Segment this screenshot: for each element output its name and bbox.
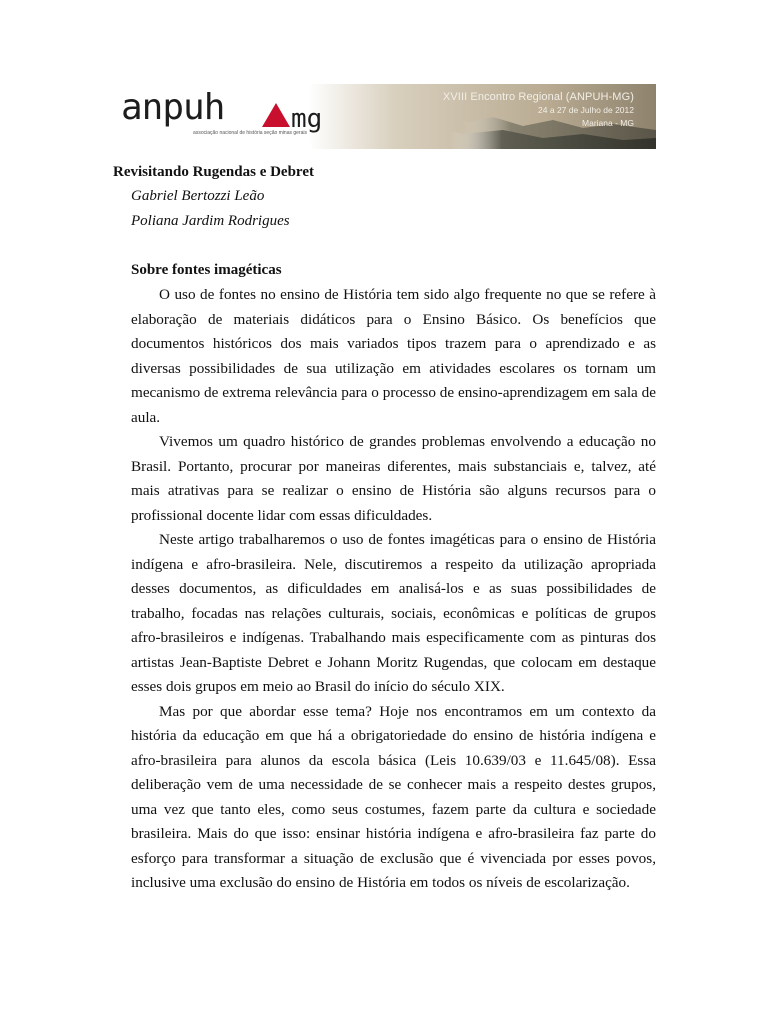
paragraph: Neste artigo trabalharemos o uso de fontes imagéticas para o ensino de História indígena e afro-brasileira. Nele, discutiremos a respeito da utilização apropriada desses documentos, as dificuldades em analisá-los e as suas possibilidades de trabalho, focadas nas relações culturais, sociais, econômicas e políticas de grupos afro-brasileiros e indígenas. Trabalhando mais especificamente com as pinturas dos artistas Jean-Baptiste Debret e Johann Moritz Rugendas, que colocam em destaque esses dois grupos em meio ao Brasil do início do século XIX. <box>131 531 656 695</box>
article-title: Revisitando Rugendas e Debret <box>113 164 314 180</box>
logo-subtitle: associação nacional de história seção minas gerais <box>193 130 307 136</box>
triangle-icon <box>261 102 291 128</box>
event-info <box>443 91 634 130</box>
anpuh-mg-logo <box>121 88 321 146</box>
section-heading: Sobre fontes imagéticas <box>131 262 282 278</box>
paragraph: Mas por que abordar esse tema? Hoje nos encontramos em um contexto da história da educação em que há a obrigatoriedade do ensino de história indígena e afro-brasileira para alunos da escola básica (Leis 10.639/03 e 11.645/08). Essa deliberação vem de uma necessidade de se conhecer mais a respeito destes grupos, uma vez que tanto eles, como seus costumes, fazem parte da cultura e sociedade brasileira. Mais do que isso: ensinar história indígena e afro-brasileira faz parte do esforço para transformar a situação de exclusão que é vivenciada por esses povos, inclusive uma exclusão do ensino de História em todos os níveis de escolarização. <box>131 702 656 891</box>
logo-wordmark: anpuh <box>121 87 225 128</box>
paragraph: O uso de fontes no ensino de História tem sido algo frequente no que se refere à elaboração de materiais didáticos para o Ensino Básico. Os benefícios que documentos históricos dos mais variados tipos trazem para o aprendizado e as diversas possibilidades de sua utilização em atividades escolares os tornam um mecanismo de extrema relevância para o processo de ensino-aprendizagem em sala de aula. <box>131 286 656 426</box>
event-title: XVIII Encontro Regional (ANPUH-MG) <box>442 91 634 103</box>
logo-mg: mg <box>291 104 323 134</box>
author-name: Gabriel Bertozzi Leão <box>131 188 265 204</box>
event-place: Mariana - MG <box>582 118 634 128</box>
event-banner <box>113 84 656 149</box>
author-name: Poliana Jardim Rodrigues <box>131 213 290 229</box>
paragraph: Vivemos um quadro histórico de grandes problemas envolvendo a educação no Brasil. Portanto, procurar por maneiras diferentes, mais substanciais e, talvez, até mais atrativas para se realizar o ensino de História são alguns recursos para o profissional docente lidar com essas dificuldades. <box>131 433 656 524</box>
event-dates: 24 a 27 de Julho de 2012 <box>538 105 634 115</box>
article-body <box>131 283 656 896</box>
